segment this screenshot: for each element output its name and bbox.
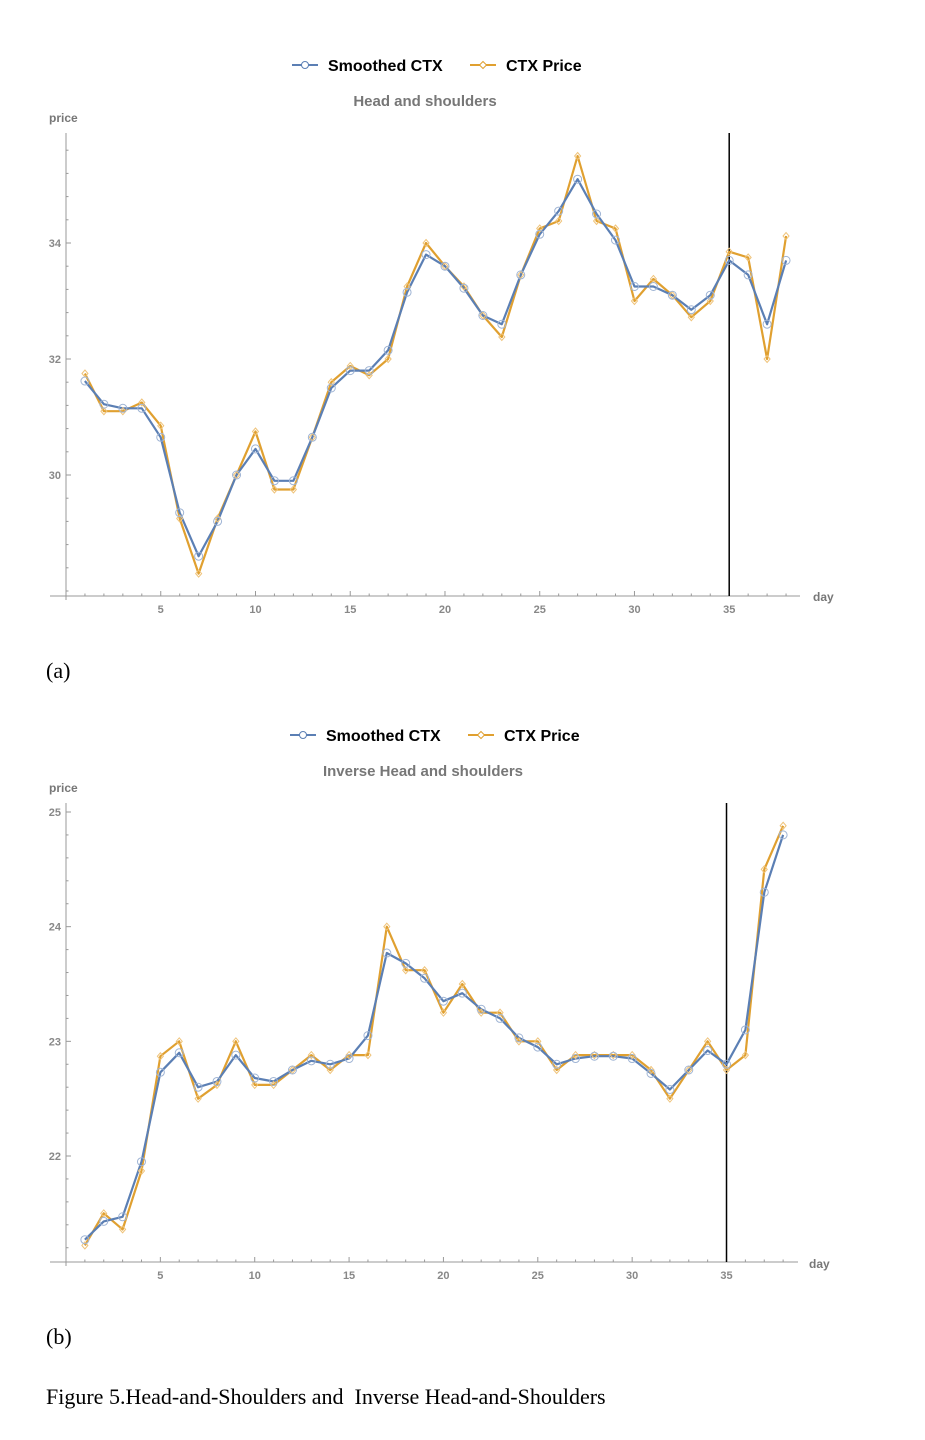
legend-label-smoothed: Smoothed CTX — [328, 58, 443, 75]
x-tick-label: 35 — [723, 604, 736, 616]
figure-caption: Figure 5.Head-and-Shoulders and Inverse Head-and-Shoulders — [46, 1384, 606, 1409]
legend — [290, 728, 580, 745]
x-tick-label: 35 — [720, 1270, 733, 1282]
x-tick-label: 10 — [248, 1270, 261, 1282]
x-tick-label: 15 — [344, 604, 357, 616]
legend-label-price: CTX Price — [504, 728, 580, 745]
legend-label-price: CTX Price — [506, 58, 582, 75]
x-tick-label: 5 — [157, 604, 164, 616]
series-line-price — [85, 156, 786, 574]
y-axis-label: price — [49, 111, 78, 125]
x-axis-label: day — [813, 590, 834, 604]
x-tick-label: 30 — [628, 604, 641, 616]
legend-marker-smoothed — [300, 732, 307, 739]
panel-label-b: (b) — [46, 1324, 72, 1349]
x-tick-label: 20 — [438, 604, 452, 616]
x-tick-label: 15 — [342, 1270, 356, 1282]
legend — [292, 58, 582, 75]
chart-b — [49, 728, 830, 1282]
chart-a — [49, 58, 834, 616]
chart-title: Inverse Head and shoulders — [322, 763, 524, 780]
y-tick-label: 34 — [48, 238, 61, 250]
y-tick-label: 30 — [48, 470, 61, 482]
legend-marker-price — [478, 732, 485, 739]
y-tick-label: 23 — [48, 1036, 61, 1049]
x-tick-label: 20 — [437, 1270, 450, 1282]
series-line-smoothed — [85, 179, 786, 556]
y-tick-label: 24 — [48, 921, 61, 934]
series-line-price — [85, 826, 783, 1246]
x-tick-label: 25 — [533, 604, 546, 616]
legend-marker-smoothed — [302, 62, 309, 69]
panel-label-a: (a) — [46, 658, 71, 683]
x-tick-label: 30 — [626, 1270, 639, 1282]
y-axis-label: price — [49, 781, 78, 795]
legend-label-smoothed: Smoothed CTX — [326, 728, 441, 745]
legend-marker-price — [480, 62, 487, 69]
series-line-smoothed — [85, 835, 783, 1240]
chart-title: Head and shoulders — [353, 93, 497, 110]
x-tick-label: 10 — [249, 604, 262, 616]
x-axis-label: day — [809, 1257, 830, 1271]
y-tick-label: 32 — [48, 354, 61, 366]
y-tick-label: 25 — [48, 807, 61, 819]
x-tick-label: 5 — [157, 1270, 164, 1282]
y-tick-label: 22 — [48, 1151, 61, 1163]
x-tick-label: 25 — [531, 1270, 544, 1282]
